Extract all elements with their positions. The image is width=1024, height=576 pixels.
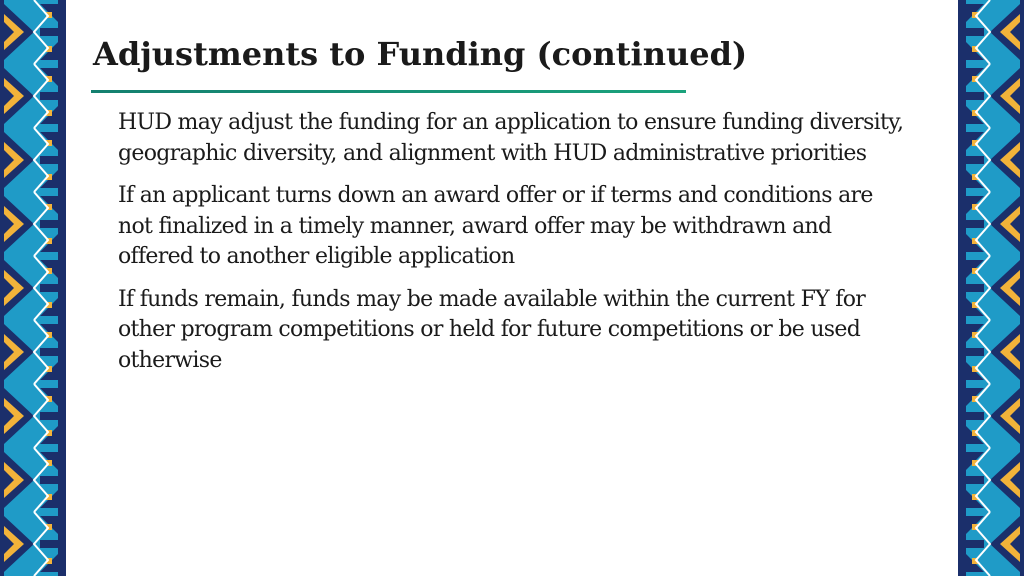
bullet-paragraph: If an applicant turns down an award offer or if terms and conditions are not finalized in a timely manner, award offer may be withdrawn and offered to another eligible application [118,183,873,269]
slide-title: Adjustments to Funding (continued) [93,35,748,73]
bullet-paragraph: If funds remain, funds may be made available within the current FY for other program competitions or held for future competitions or be used otherwise [118,286,866,373]
bullet-paragraph: HUD may adjust the funding for an application to ensure funding diversity, geographic diversity, and alignment with HUD administrative priorities [118,110,904,166]
title-underline [91,90,686,93]
slide-body [118,108,908,388]
left-border-pattern [0,0,66,576]
right-decorative-border [958,0,1024,576]
right-border-pattern [958,0,1024,576]
left-decorative-border [0,0,66,576]
